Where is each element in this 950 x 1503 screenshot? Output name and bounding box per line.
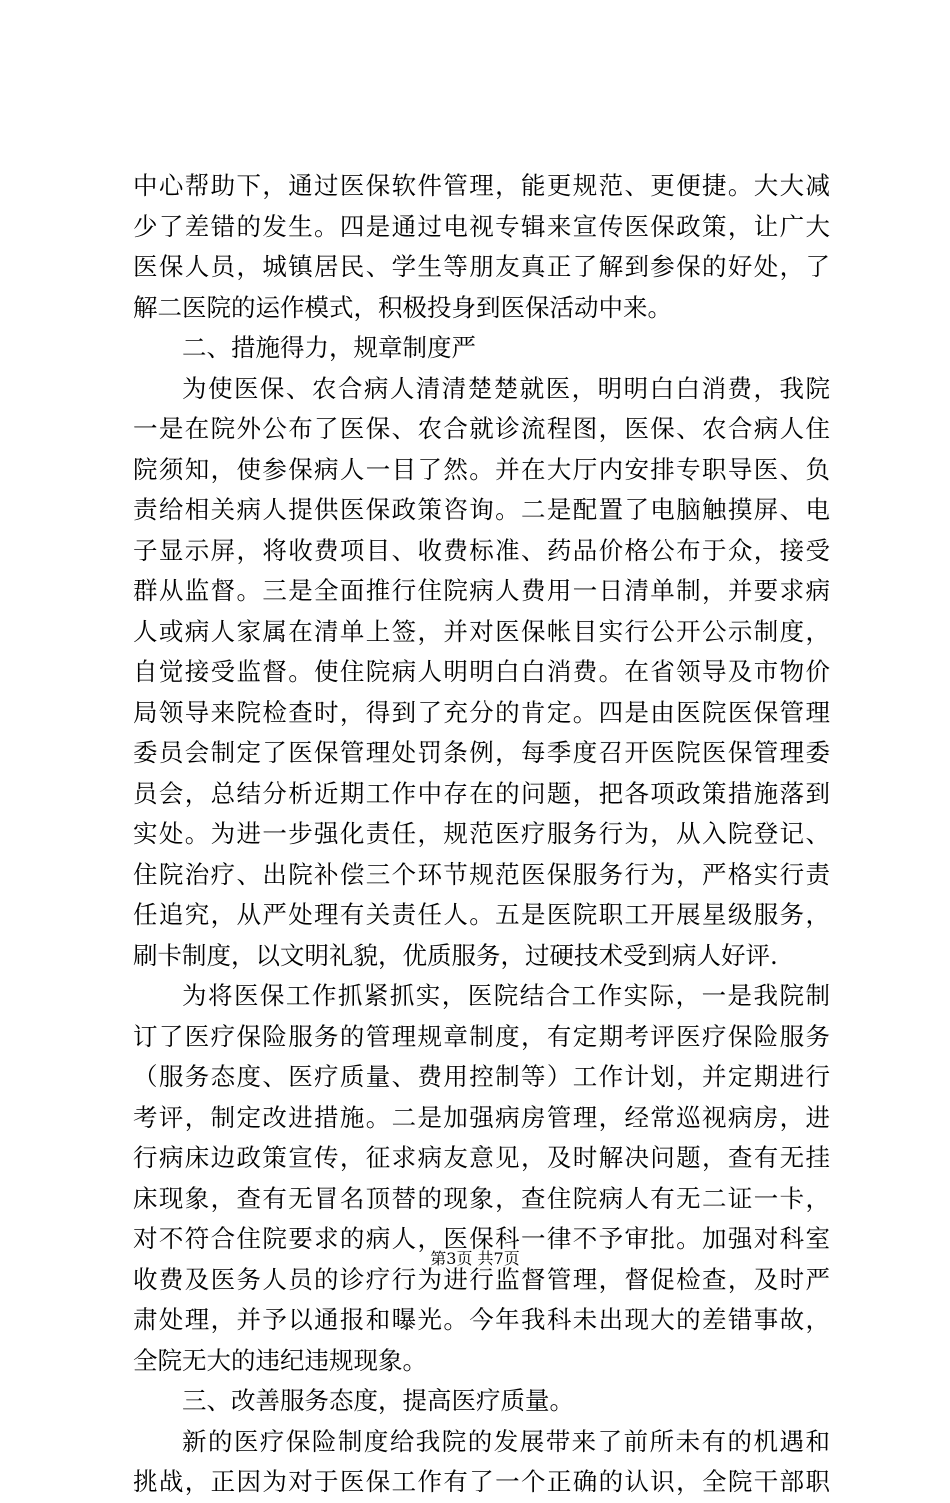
text-line: 子显示屏，将收费项目、收费标准、药品价格公布于众，接受 [133,535,830,565]
text-line: 一是在院外公布了医保、农合就诊流程图，医保、农合病人住 [133,414,830,443]
page-footer: 第3页 共7页 [430,1249,520,1268]
text-line: 少了差错的发生。四是通过电视专辑来宣传医保政策，让广大 [133,211,830,241]
text-line: 人或病人家属在清单上签，并对医保帐目实行公开公示制度， [133,616,830,646]
text-line: 任追究，从严处理有关责任人。五是医院职工开展星级服务， [133,900,830,929]
text-line: 责给相关病人提供医保政策咨询。二是配置了电脑触摸屏、电 [133,495,830,524]
text-line: 自觉接受监督。使住院病人明明白白消费。在省领导及市物价 [133,657,830,686]
text-line: 解二医院的运作模式，积极投身到医保活动中来。 [133,292,672,322]
text-line: 为将医保工作抓紧抓实，医院结合工作实际，一是我院制 [182,981,830,1010]
text-line: 实处。为进一步强化责任，规范医疗服务行为，从入院登记、 [133,819,830,848]
text-line: 刷卡制度，以文明礼貌，优质服务，过硬技术受到病人好评. [133,940,778,970]
text-line: 三、改善服务态度，提高医疗质量。 [182,1386,574,1415]
text-line: 为使医保、农合病人清清楚楚就医，明明白白消费，我院 [182,373,830,403]
text-line: 新的医疗保险制度给我院的发展带来了前所未有的机遇和 [182,1426,830,1456]
text-line: 收费及医务人员的诊疗行为进行监督管理，督促检查，及时严 [133,1264,830,1294]
text-line: 院须知，使参保病人一目了然。并在大厅内安排专职导医、负 [133,454,830,484]
text-line: 局领导来院检查时，得到了充分的肯定。四是由医院医保管理 [133,697,830,727]
text-line: 中心帮助下，通过医保软件管理，能更规范、更便捷。大大减 [133,171,830,200]
text-line: 对不符合住院要求的病人，医保科一律不予审批。加强对科室 [133,1224,830,1253]
text-line: 肃处理，并予以通报和曝光。今年我科未出现大的差错事故， [133,1305,830,1334]
text-line: 群从监督。三是全面推行住院病人费用一日清单制，并要求病 [133,576,830,605]
text-line: 二、措施得力，规章制度严 [182,333,476,362]
text-line: 委员会制定了医保管理处罚条例，每季度召开医院医保管理委 [133,738,830,767]
text-line: 床现象，查有无冒名顶替的现象，查住院病人有无二证一卡， [133,1183,830,1213]
text-line: （服务态度、医疗质量、费用控制等）工作计划，并定期进行 [133,1062,830,1091]
document-body [133,166,830,1503]
text-line: 挑战，正因为对于医保工作有了一个正确的认识，全院干部职 [133,1467,830,1496]
text-line: 全院无大的违纪违规现象。 [133,1345,427,1375]
text-line: 住院治疗、出院补偿三个环节规范医保服务行为，严格实行责 [133,859,830,889]
text-line: 考评，制定改进措施。二是加强病房管理，经常巡视病房，进 [133,1102,830,1132]
text-line: 行病床边政策宣传，征求病友意见，及时解决问题，查有无挂 [133,1143,830,1172]
text-line: 订了医疗保险服务的管理规章制度，有定期考评医疗保险服务 [133,1021,830,1051]
text-line: 医保人员，城镇居民、学生等朋友真正了解到参保的好处，了 [133,252,830,281]
text-line: 员会，总结分析近期工作中存在的问题，把各项政策措施落到 [133,778,830,808]
